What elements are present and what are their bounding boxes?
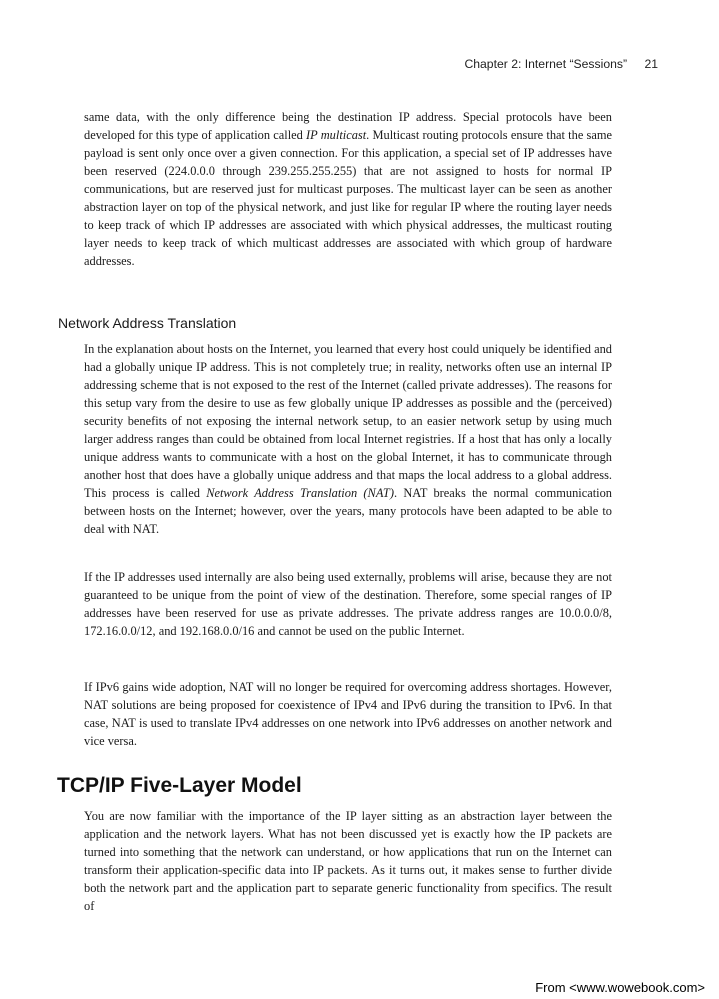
chapter-title: Chapter 2: Internet “Sessions” — [464, 57, 628, 71]
text-run: . NAT breaks the normal communication between hosts on the Internet; however, over the years, many protocols have been adapted to be able to deal with NAT. — [84, 486, 612, 536]
section-heading-nat: Network Address Translation — [58, 315, 237, 331]
running-header — [464, 57, 658, 71]
paragraph-tcpip-1 — [84, 807, 612, 915]
text-run: same data, with the only difference being the destination IP address. Special protocols have been developed for this type of application called — [84, 110, 612, 142]
source-footer: From <www.wowebook.com> — [535, 980, 705, 995]
text-run: . Multicast routing protocols ensure that the same payload is sent only once over a given connection. For this application, a special set of IP addresses have been reserved (224.0.0.0 through 239.255.255.255) that are not assigned to hosts for normal IP communications, but are reserved just for multicast purposes. The multicast layer can be seen as another abstraction layer on top of the physical network, and just like for regular IP where the routing layer needs to keep track of which IP addresses are associated with which physical addresses, the multicast routing layer needs to keep track of which multicast addresses are associated with which group of hardware addresses. — [84, 128, 612, 268]
page-number: 21 — [644, 57, 658, 71]
emphasis-nat: Network Address Translation (NAT) — [206, 486, 394, 500]
section-heading-tcpip: TCP/IP Five-Layer Model — [57, 774, 302, 797]
paragraph-multicast — [84, 108, 612, 270]
paragraph-text: If the IP addresses used internally are also being used externally, problems will arise, because they are not guaranteed to be unique from the point of view of the destination. Therefore, some special ranges of IP addresses have been reserved for use as private addresses. The private address ranges are 10.0.0.0/8, 172.16.0.0/12, and 192.168.0.0/16 and cannot be used on the public Internet. — [84, 570, 612, 638]
text-run: In the explanation about hosts on the Internet, you learned that every host could uniquely be identified and had a globally unique IP address. This is not completely true; in reality, networks often use an internal IP addressing scheme that is not exposed to the rest of the Internet (called private addresses). The reasons for this setup vary from the desire to use as few globally unique IP addresses as possible and the (perceived) security benefits of not exposing the internal network setup, to an easier network setup by using much larger address ranges than could be obtained from local Internet registries. If a host that has only a locally unique address wants to communicate with a host on the global Internet, it has to communicate through another host that does have a globally unique address and that maps the local address to a global address. This process is called — [84, 342, 612, 500]
emphasis-ip-multicast: IP multicast — [306, 128, 367, 142]
paragraph-nat-3 — [84, 678, 612, 750]
paragraph-text: If IPv6 gains wide adoption, NAT will no longer be required for overcoming address shortages. However, NAT solutions are being proposed for coexistence of IPv4 and IPv6 during the transition to IPv6. In that case, NAT is used to translate IPv4 addresses on one network into IPv6 addresses on another network and vice versa. — [84, 680, 612, 748]
paragraph-nat-2 — [84, 568, 612, 640]
paragraph-nat-1 — [84, 340, 612, 538]
paragraph-text: You are now familiar with the importance of the IP layer sitting as an abstraction layer between the application and the network layers. What has not been discussed yet is exactly how the IP packets are turned into something that the network can understand, or how applications that run on the Internet can transform their application-specific data into IP packets. As it turns out, it makes sense to further divide both the network part and the application part to separate generic functionality from specifics. The result of — [84, 809, 612, 913]
